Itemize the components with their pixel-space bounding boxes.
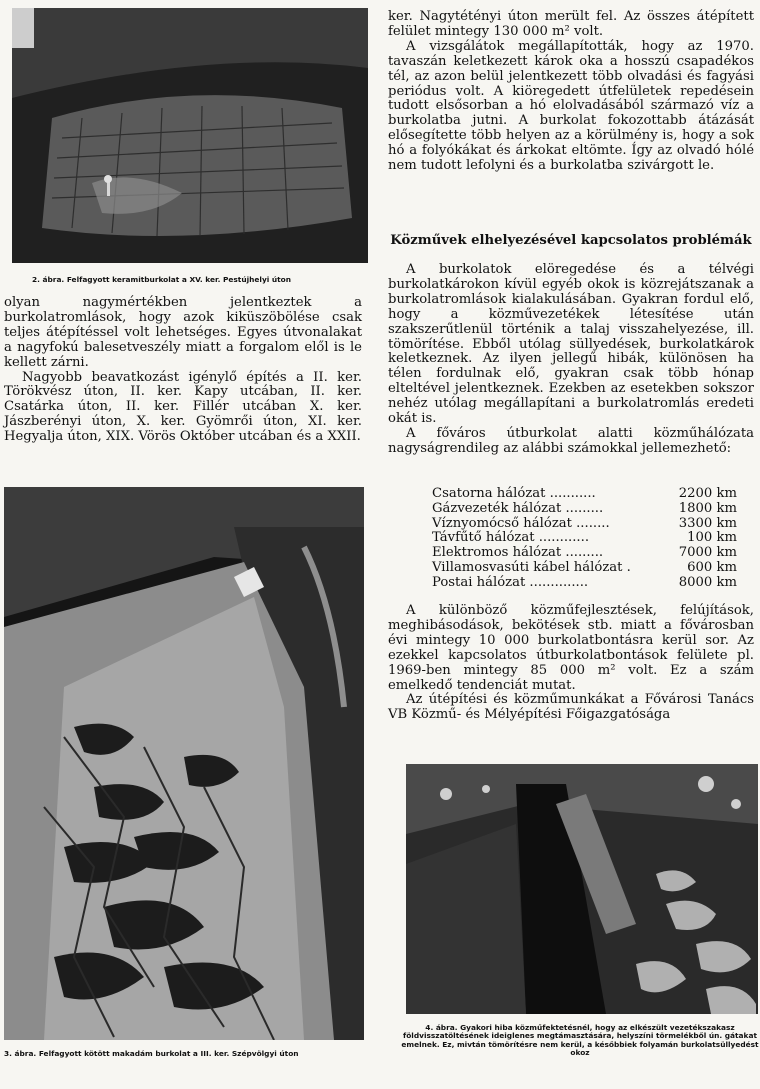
network-length: 100 km	[687, 530, 737, 546]
network-row	[432, 576, 737, 591]
section-heading: Közművek elhelyezésével kapcsolatos problémák	[390, 233, 752, 248]
right-paragraph-1: ker. Nagytétényi úton merült fel. Az összes átépített felület mintegy 130 000 m² volt.	[388, 9, 754, 39]
network-length: 600 km	[687, 559, 737, 575]
network-name: Villamosvasúti kábel hálózat .	[432, 559, 631, 575]
network-name: Elektromos hálózat .........	[432, 545, 604, 561]
network-row	[432, 561, 737, 576]
right-paragraph-5: A különböző közműfejlesztések, felújítások, meghibásodások, bekötések stb. miatt a fővárosban évi mintegy 10 000 burkolatbontásra kerül sor. Az ezekkel kapcsolatos útburkolatbontások felülete pl. 1969-ben mintegy 85 000 m² volt. Ez a szám emelkedő tendenciát mutat.	[388, 603, 754, 693]
figure-4-caption: 4. ábra. Gyakori hiba közműfektetésnél, hogy az elkészült vezetékszakasz földvisszatöltésének ideiglenes megtámasztására, helyszíni törmelékből ún. gátakat emelnek. Ez, mivtán tömörítésre nem kerül, a későbbiek folyamán burkolatsüllyedést okoz	[401, 1023, 759, 1058]
network-name: Távfűtő hálózat ............	[432, 530, 590, 546]
network-name: Postai hálózat ..............	[432, 574, 589, 590]
right-paragraph-6: Az útépítési és közműmunkákat a Fővárosi Tanács VB Közmű- és Mélyépítési Főigazgatósága	[388, 692, 754, 723]
network-name: Víznyomócső hálózat ........	[432, 515, 610, 531]
network-row	[432, 531, 737, 546]
left-paragraph-1: olyan nagymértékben jelentkeztek a burkolatromlások, hogy azok kiküszöbölése csak teljes átépítéssel volt lehetséges. Egyes útvonalakat a nagyfokú balesetveszély miatt a forgalom elől is le kellett zárni.	[4, 295, 362, 370]
figure-4-photo	[406, 764, 758, 1014]
right-paragraph-4: A főváros útburkolat alatti közműhálózata nagyságrendileg az alábbi számokkal jellemezhető:	[388, 425, 754, 456]
network-row	[432, 517, 737, 532]
network-row	[432, 546, 737, 561]
network-length: 8000 km	[678, 574, 737, 590]
right-paragraph-3: A burkolatok elöregedése és a télvégi burkolatkárokon kívül egyéb okok is közrejátszanak a burkolatromlások kialakulásában. Gyakran fordul elő, hogy a közművezetékek létesítése után szakszerűtlenül történik a talaj visszahelyezése, ill. tömörítése. Ebből utólag süllyedések, burkolatkárok keletkeznek. Az ilyen jellegű hibák, különösen ha télen fordulnak elő, gyakran csak több hónap elteltével jelentkeznek. Ezekben az esetekben sokszor nehéz utólag megállapítani a burkolatromlás eredeti okát is.	[388, 262, 754, 427]
figure-2-photo	[12, 8, 368, 263]
network-row	[432, 502, 737, 517]
figure-3-caption: 3. ábra. Felfagyott kötött makadám burkolat a III. ker. Szépvölgyi úton	[4, 1049, 299, 1058]
network-name: Csatorna hálózat ...........	[432, 486, 596, 501]
network-length: 3300 km	[678, 515, 737, 531]
right-paragraph-2: A vizsgálátok megállapították, hogy az 1970. tavaszán keletkezett károk oka a hosszú csapadékos tél, az azon belül jelentkezett több olvadási és fagyási periódus volt. A kiöregedett útfelületek repedésein tudott elsősorban a hó elolvadásából származó víz a burkolatba jutni. A burkolat fokozottabb átázását elősegítette több helyen az a körülmény is, hogy a sok hó a folyókákat és árkokat eltömte. Így az olvadó hólé nem tudott lefolyni és a burkolatba szivárgott le.	[388, 38, 754, 174]
network-length: 1800 km	[678, 500, 737, 516]
figure-2-caption: 2. ábra. Felfagyott keramitburkolat a XV. ker. Pestújhelyi úton	[32, 275, 292, 284]
network-row	[432, 487, 737, 502]
left-paragraph-2: Nagyobb beavatkozást igénylő építés a II. ker. Törökvész úton, II. ker. Kapy utcában, II. ker. Csatárka úton, II. ker. Fillér utcában X. ker. Jászberényi úton, X. ker. Gyömrői úton, XI. ker. Hegyalja úton, XIX. Vörös Október utcában és a XXII.	[4, 369, 362, 445]
network-length: 7000 km	[678, 545, 737, 561]
network-length: 2200 km	[678, 486, 737, 501]
figure-3-photo	[4, 487, 364, 1040]
utility-network-table	[432, 487, 737, 591]
network-name: Gázvezeték hálózat .........	[432, 500, 604, 516]
